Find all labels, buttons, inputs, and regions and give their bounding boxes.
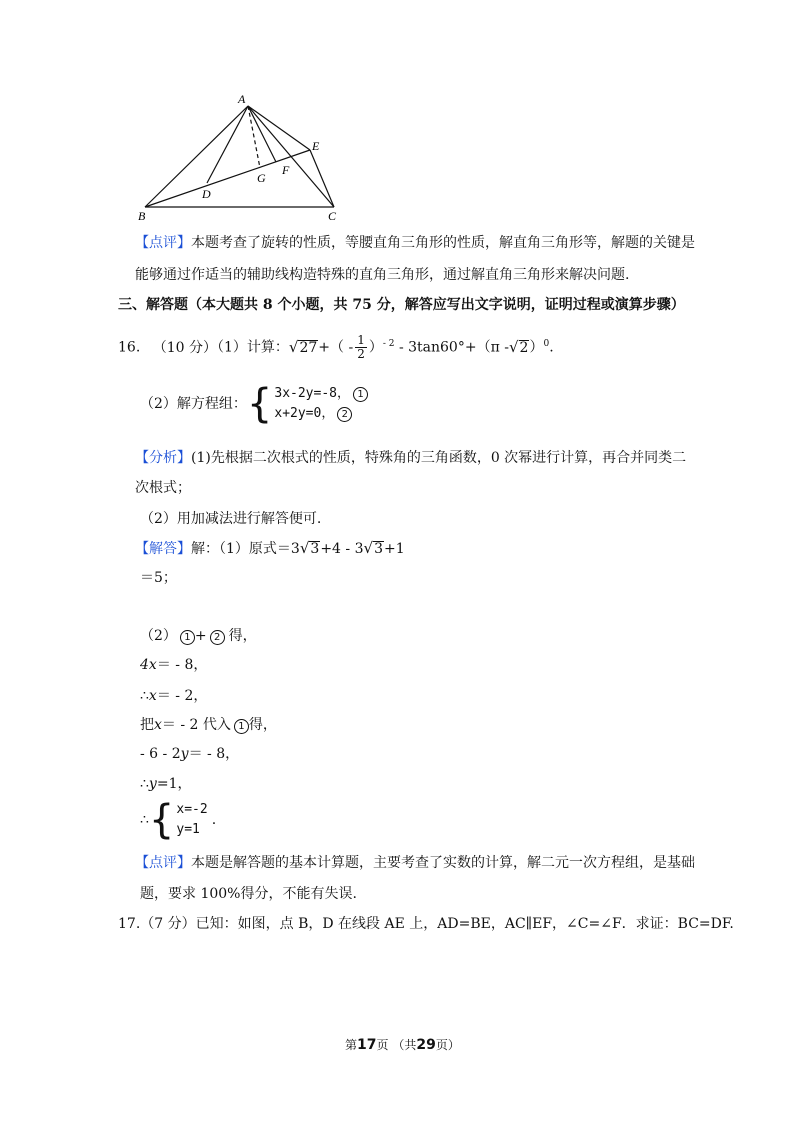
- sqrt-27: √ 27: [288, 337, 318, 356]
- circled-number-1: 1: [353, 387, 368, 402]
- analysis-tag: 【分析】: [135, 450, 191, 466]
- label-F: F: [282, 163, 290, 177]
- label-A: A: [238, 92, 246, 106]
- section-title: 三、解答题（本大题共 8 个小题，共 75 分，解答应写出文字说明，证明过程或演算步骤）: [118, 297, 685, 313]
- segment-AD: [207, 106, 248, 183]
- answer-line1: 【解答】解：（1）原式＝3 √ 3 +4 - 3 √ 3 +1: [135, 539, 405, 557]
- comment-tag: 【点评】: [135, 235, 191, 251]
- segment-BE: [145, 150, 310, 207]
- sqrt-3-a: √ 3: [299, 539, 320, 557]
- step-3: 把x＝ - 2 代入 1 得，: [140, 717, 277, 733]
- q16-part2: （2）解方程组： { 3x-2y=-8， 1 x+2y=0， 2: [140, 384, 368, 424]
- answer-part2: （2） 1 + 2 得，: [140, 628, 257, 644]
- solution-system: ∴ { x=-2 y=1 .: [140, 797, 217, 843]
- analysis-line1: 【分析】(1)先根据二次根式的性质，特殊角的三角函数，0 次幂进行计算，再合并同类二: [135, 450, 687, 466]
- left-brace: {: [246, 381, 273, 427]
- fraction-one-half: $\frac{1}{2}$: [357, 333, 365, 361]
- segment-AE: [248, 106, 310, 150]
- segment-AG-dashed: [248, 106, 260, 168]
- q16-line: 16. （10 分）（1）计算： √ 27 +（ - $\frac{1}{2}$ ）$^{- 2}$ - 3tan60°+（π - √ 2 ）$^0$.: [118, 333, 554, 361]
- answer-result: ＝5；: [140, 570, 177, 586]
- label-B: B: [138, 209, 146, 223]
- step-2: ∴x＝ - 2，: [140, 688, 208, 704]
- circled-number-1: 1: [180, 630, 195, 645]
- step-1: 4x＝ - 8，: [140, 657, 208, 673]
- circled-number-2: 2: [337, 407, 352, 422]
- comment-q15-line2: 能够通过作适当的辅助线构造特殊的直角三角形，通过解直角三角形来解决问题.: [135, 267, 630, 283]
- segment-AB: [145, 106, 248, 207]
- segment-EC: [310, 150, 334, 207]
- comment-q16-line1: 【点评】本题是解答题的基本计算题，主要考查了实数的计算，解二元一次方程组，是基础: [135, 855, 695, 871]
- label-D: D: [202, 187, 211, 201]
- comment-tag: 【点评】: [135, 855, 191, 871]
- page-footer: 第17页 （共29页）: [345, 1037, 460, 1053]
- q17-line: 17.（7 分）已知：如图，点 B，D 在线段 AE 上，AD=BE，AC∥EF，∠C=∠F．求证：BC=DF.: [118, 916, 734, 932]
- analysis-line3: （2）用加减法进行解答便可.: [140, 511, 322, 527]
- step-5: ∴y=1，: [140, 776, 192, 792]
- answer-tag: 【解答】: [135, 541, 191, 557]
- geometry-figure: [130, 90, 360, 225]
- circled-number-1: 1: [234, 719, 249, 734]
- sqrt-3-b: √ 3: [363, 539, 383, 557]
- left-brace: {: [148, 797, 175, 843]
- circled-number-2: 2: [210, 630, 225, 645]
- equation-system: 3x-2y=-8， 1 x+2y=0， 2: [274, 384, 368, 424]
- label-E: E: [312, 139, 320, 153]
- comment-q15-line1: 【点评】本题考查了旋转的性质，等腰直角三角形的性质，解直角三角形等，解题的关键是: [135, 235, 695, 251]
- analysis-line2: 次根式；: [135, 480, 191, 496]
- sqrt-2: √ 2: [508, 337, 529, 356]
- step-4: - 6 - 2y＝ - 8，: [140, 746, 240, 762]
- label-G: G: [257, 171, 266, 185]
- comment-q16-line2: 题，要求 100%得分，不能有失误.: [140, 886, 357, 902]
- label-C: C: [328, 209, 337, 223]
